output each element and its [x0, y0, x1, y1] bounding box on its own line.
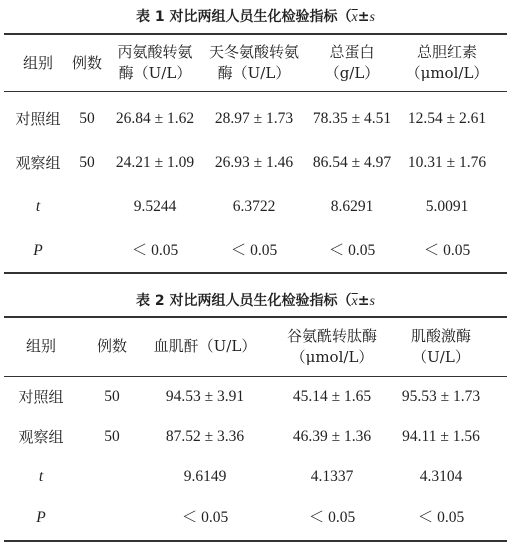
table2-header-cell: （μmol/L）: [290, 348, 374, 366]
table2-caption-pm: ±: [357, 293, 370, 309]
table2-header-cell: 例数: [96, 337, 128, 355]
table2-caption: [0, 290, 511, 310]
table2-table-cell: P: [36, 509, 46, 526]
table1-header-cell: 总蛋白: [329, 43, 375, 61]
table2-table-cell: 94.11 ± 1.56: [402, 428, 480, 445]
table1-table-cell: ＜ 0.05: [230, 242, 278, 259]
table2-header-rule: [4, 376, 507, 377]
table2-table-cell: 94.53 ± 3.91: [165, 388, 245, 405]
table1-caption: [0, 6, 511, 26]
table2-top-rule: [4, 316, 507, 318]
table2-table-cell: 对照组: [18, 388, 64, 406]
table2-header-cell: （U/L）: [412, 348, 470, 366]
table1-table-cell: 8.6291: [330, 198, 374, 215]
table2-table-cell: 50: [104, 388, 120, 405]
table1-table-cell: 78.35 ± 4.51: [312, 110, 392, 127]
table1-header-cell: （μmol/L）: [405, 64, 489, 82]
table1-table-cell: 28.97 ± 1.73: [214, 110, 294, 127]
table1-header-cell: 丙氨酸转氨: [117, 43, 193, 61]
table2-header-cell: 血肌酐（U/L）: [153, 337, 257, 355]
table2-table-cell: ＜ 0.05: [417, 509, 465, 526]
table1-header-cell: 例数: [71, 54, 103, 72]
table1-header-cell: 组别: [22, 54, 54, 72]
table1-table-cell: t: [35, 198, 41, 215]
table1-table-cell: 对照组: [15, 110, 61, 128]
table2-table-cell: 4.3104: [419, 468, 463, 485]
table1-table-cell: 10.31 ± 1.76: [407, 154, 487, 171]
table2-table-cell: 4.1337: [310, 468, 354, 485]
table1-table-cell: ＜ 0.05: [131, 242, 179, 259]
table1-table-cell: 6.3722: [232, 198, 276, 215]
table1-table-cell: 86.54 ± 4.97: [312, 154, 392, 171]
table1-caption-sd-symbol: s: [369, 10, 375, 25]
table2-table-cell: 观察组: [18, 428, 64, 446]
table1-table-cell: 观察组: [15, 154, 61, 172]
table1-bottom-rule: [4, 272, 507, 274]
table2-header-cell: 组别: [25, 337, 57, 355]
table1-caption-mean-symbol: $\overline{x}$: [351, 10, 358, 25]
table1-header-rule: [4, 91, 507, 92]
table2-table-cell: 95.53 ± 1.73: [401, 388, 481, 405]
table2-caption-mean-symbol: $\overline{x}$: [351, 294, 358, 309]
table1-table-cell: 24.21 ± 1.09: [115, 154, 195, 171]
table2-table-cell: 46.39 ± 1.36: [292, 428, 372, 445]
table1-table-cell: ＜ 0.05: [423, 242, 471, 259]
table1-header-cell: 酶（U/L）: [118, 64, 192, 82]
table2-table-cell: t: [38, 468, 44, 485]
table1-header-cell: 总胆红素: [416, 43, 478, 61]
table1-top-rule: [4, 33, 507, 35]
table1-table-cell: 26.93 ± 1.46: [214, 154, 294, 171]
table2-table-cell: ＜ 0.05: [181, 509, 229, 526]
table2-table-cell: ＜ 0.05: [308, 509, 356, 526]
table2-header-cell: 肌酸激酶: [410, 327, 472, 345]
table2-bottom-rule: [4, 540, 507, 542]
table2-table-cell: 50: [104, 428, 120, 445]
table1-table-cell: 50: [79, 110, 95, 127]
table2-header-cell: 谷氨酰转肽酶: [286, 327, 378, 345]
table1-table-cell: 50: [79, 154, 95, 171]
table1-header-cell: 天冬氨酸转氨: [208, 43, 300, 61]
table1-caption-text: 表 1 对比两组人员生化检验指标（: [136, 9, 352, 25]
table1-table-cell: 9.5244: [133, 198, 177, 215]
table1-header-cell: 酶（U/L）: [217, 64, 291, 82]
table2-table-cell: 9.6149: [183, 468, 227, 485]
table2-table-cell: 87.52 ± 3.36: [165, 428, 245, 445]
table1-table-cell: 5.0091: [425, 198, 469, 215]
table1-table-cell: ＜ 0.05: [328, 242, 376, 259]
table2-caption-sd-symbol: s: [369, 294, 375, 309]
table1-caption-pm: ±: [357, 9, 370, 25]
table1-header-cell: （g/L）: [324, 64, 380, 82]
table1-table-cell: P: [33, 242, 43, 259]
table2-table-cell: 45.14 ± 1.65: [292, 388, 372, 405]
table1-table-cell: 12.54 ± 2.61: [407, 110, 487, 127]
table2-caption-text: 表 2 对比两组人员生化检验指标（: [136, 293, 352, 309]
table1-table-cell: 26.84 ± 1.62: [115, 110, 195, 127]
